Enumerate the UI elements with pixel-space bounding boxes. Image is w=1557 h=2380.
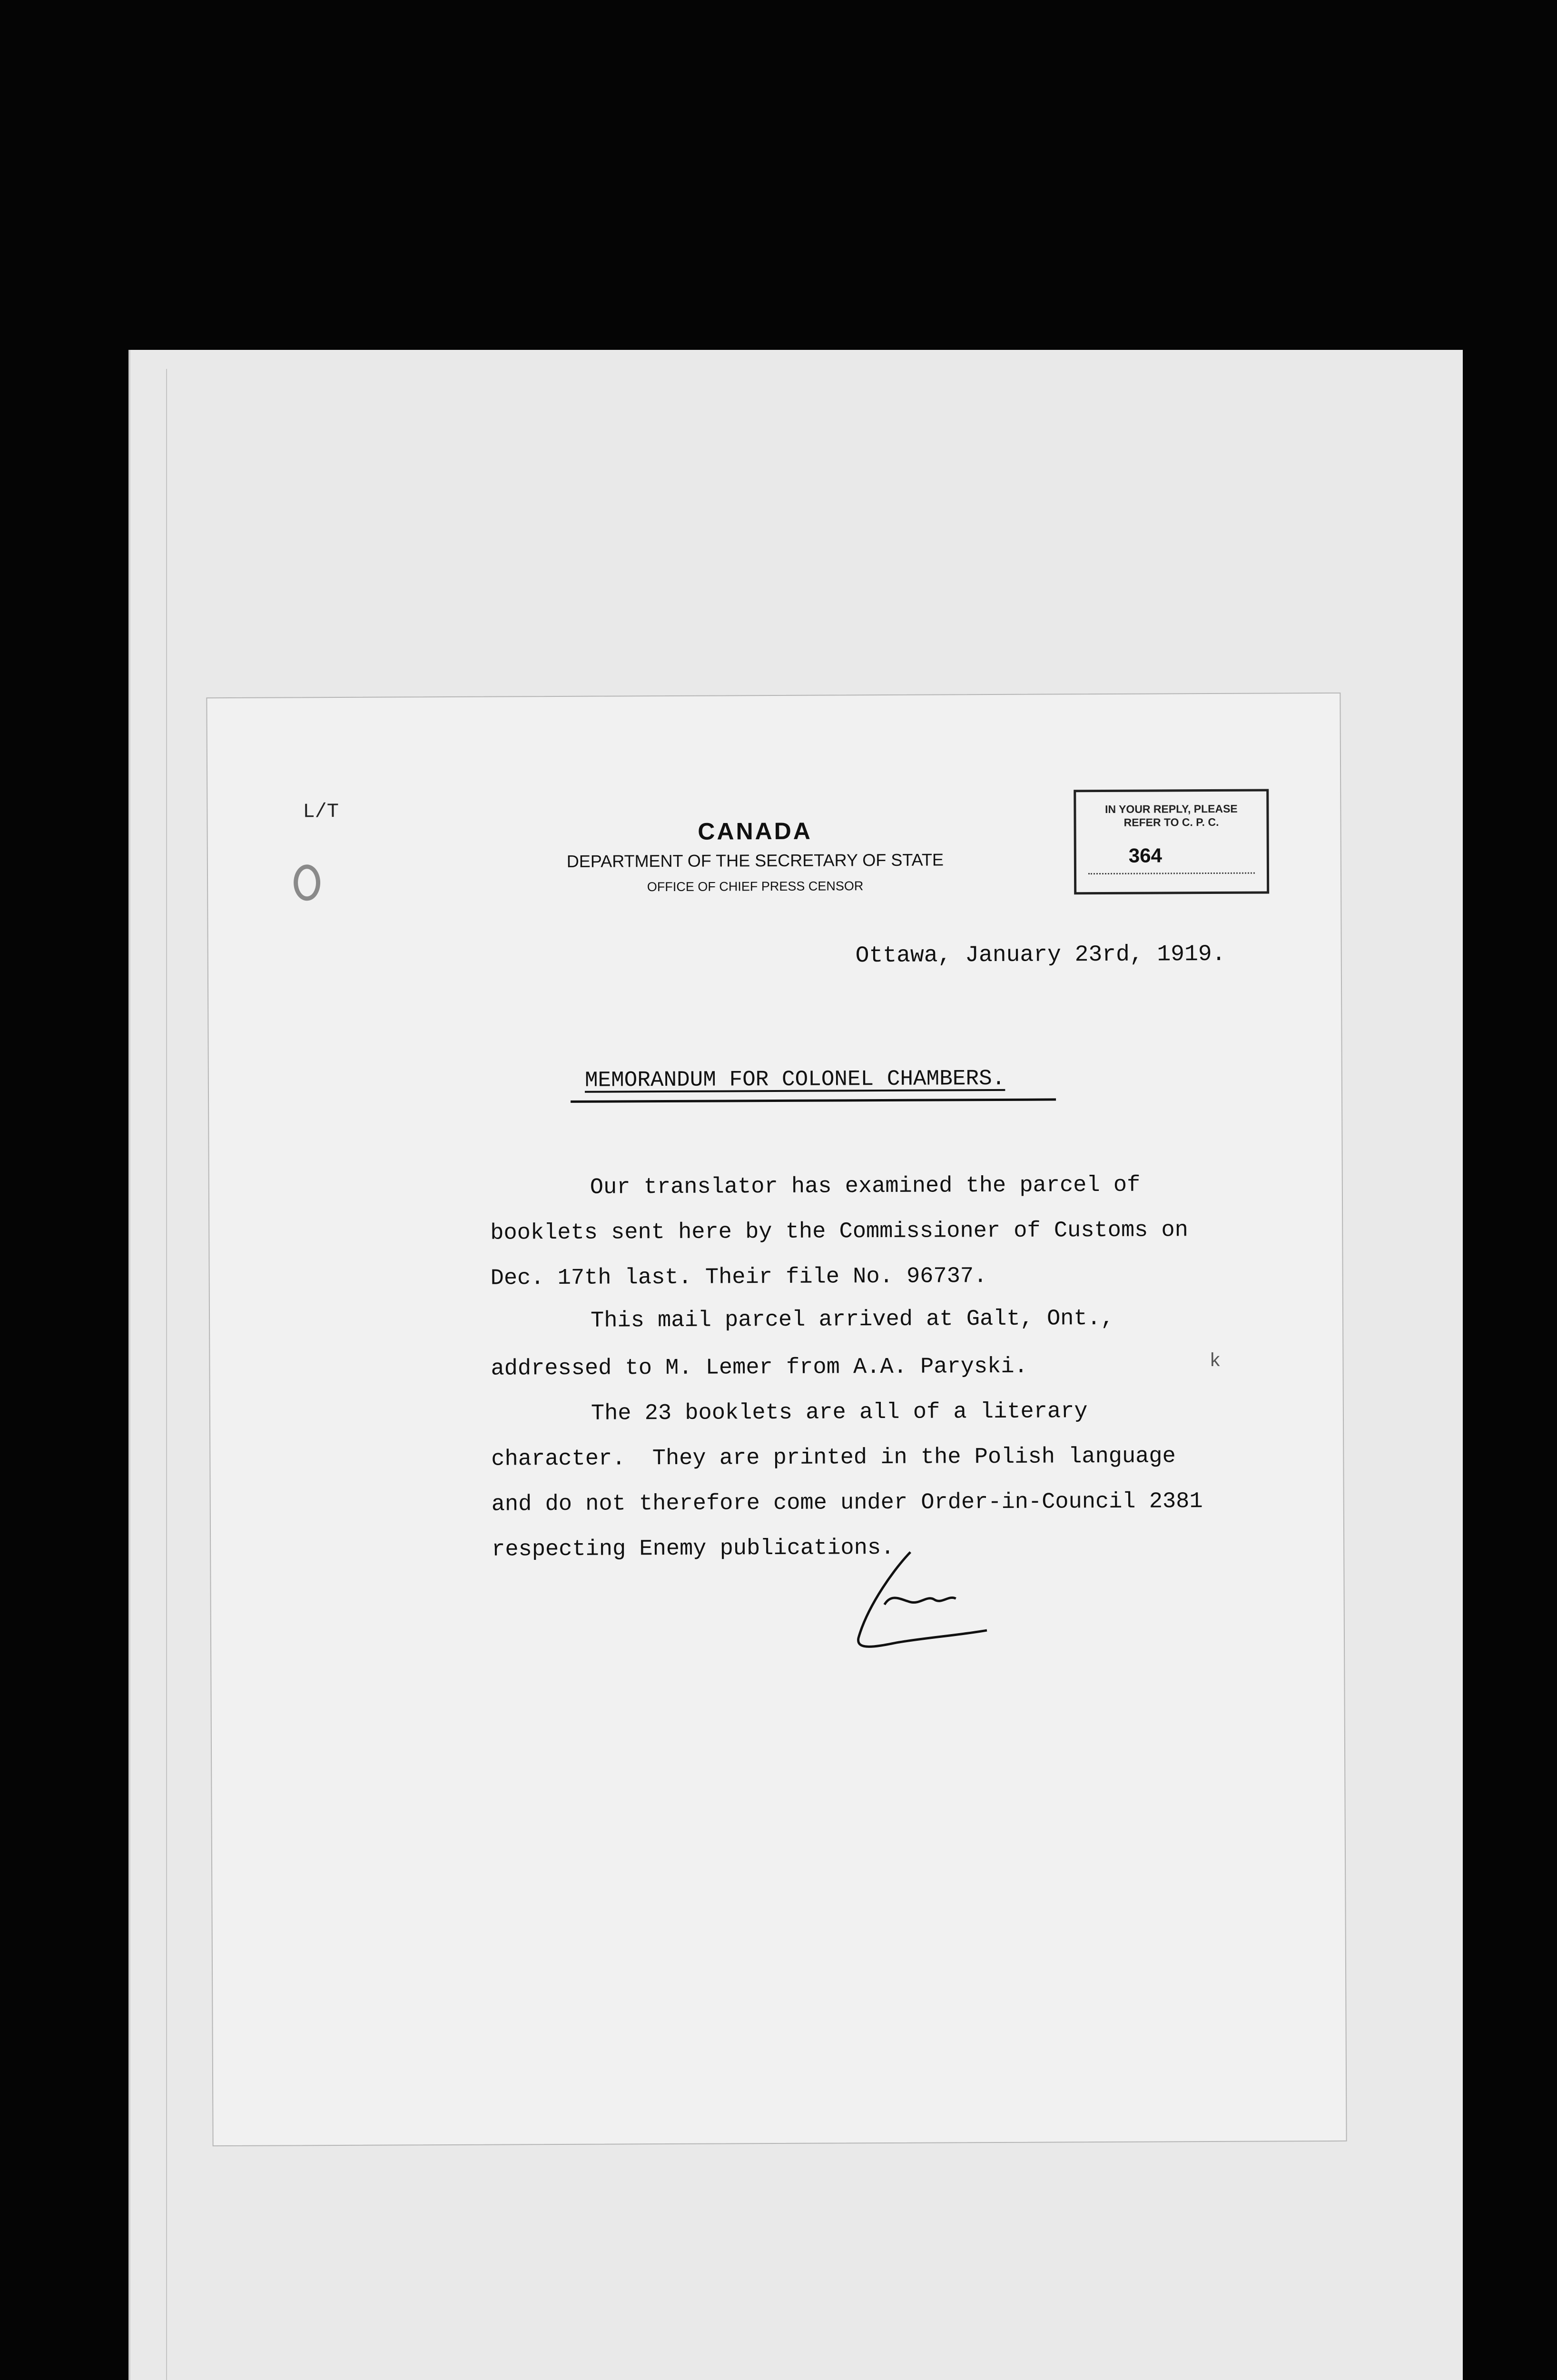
- body-line: Our translator has examined the parcel of: [590, 1172, 1141, 1200]
- punch-hole-mark: [294, 864, 320, 901]
- signature: [839, 1547, 996, 1657]
- memo-title: MEMORANDUM FOR COLONEL CHAMBERS.: [584, 1066, 1005, 1093]
- handwritten-correction: k: [1209, 1350, 1221, 1373]
- body-line: character. They are printed in the Polish language: [491, 1444, 1176, 1472]
- body-line: This mail parcel arrived at Galt, Ont.,: [590, 1306, 1114, 1334]
- fold-line: [166, 369, 167, 2380]
- reply-box-label: IN YOUR REPLY, PLEASE REFER TO C. P. C.: [1105, 802, 1238, 829]
- reply-box-dotted-line: [1088, 873, 1255, 875]
- dateline: Ottawa, January 23rd, 1919.: [855, 941, 1226, 969]
- memorandum-page: [206, 693, 1347, 2146]
- letterhead-office: OFFICE OF CHIEF PRESS CENSOR: [647, 879, 864, 894]
- letterhead-department: DEPARTMENT OF THE SECRETARY OF STATE: [566, 850, 944, 871]
- reference-mark: L/T: [303, 800, 339, 823]
- body-line: The 23 booklets are all of a literary: [591, 1399, 1088, 1427]
- body-line: addressed to M. Lemer from A.A. Paryski.: [491, 1354, 1028, 1382]
- memo-title-rule: [571, 1098, 1056, 1102]
- body-line: and do not therefore come under Order-in-Council 2381: [491, 1489, 1203, 1517]
- body-line: booklets sent here by the Commissioner of Customs on: [490, 1218, 1189, 1246]
- body-line: Dec. 17th last. Their file No. 96737.: [490, 1264, 987, 1291]
- reply-reference-box: [1074, 789, 1269, 894]
- body-line: respecting Enemy publications.: [492, 1535, 895, 1563]
- letterhead-country: CANADA: [698, 817, 813, 845]
- reply-box-number: 364: [1128, 844, 1163, 867]
